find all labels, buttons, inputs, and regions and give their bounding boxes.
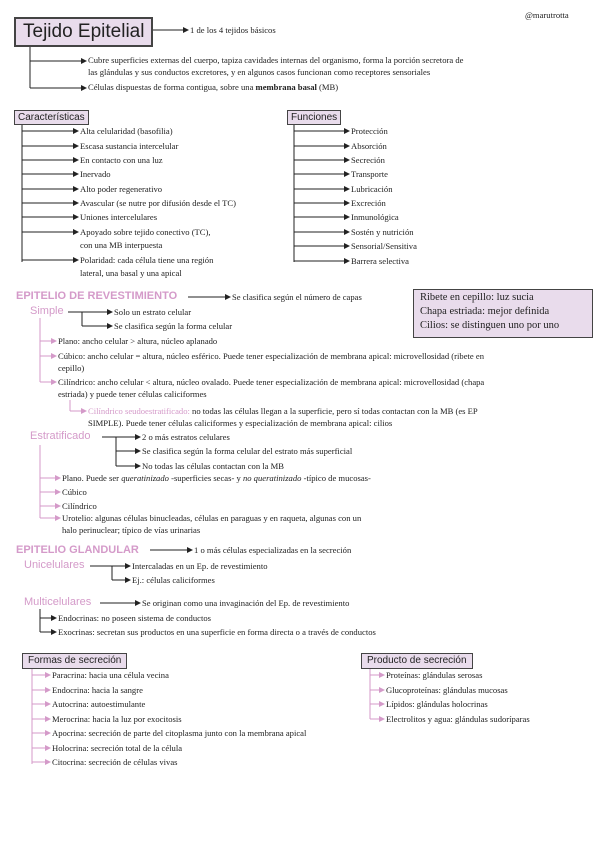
- list-item: Escasa sustancia intercelular: [80, 141, 179, 151]
- list-item: Sensorial/Sensitiva: [351, 241, 417, 251]
- revestimiento-note: Se clasifica según el número de capas: [232, 292, 362, 302]
- intro-line-3: Células dispuestas de forma contigua, sobre una membrana basal (MB): [88, 82, 339, 92]
- estratificado-urotelio: Urotelio: algunas células binucleadas, células en paraguas y en raqueta, algunas con un: [62, 513, 362, 523]
- simple-bullet: Se clasifica según la forma celular: [114, 321, 233, 331]
- title-note: 1 de los 4 tejidos básicos: [190, 25, 276, 35]
- list-item: Transporte: [351, 169, 388, 179]
- intro-line-2: las glándulas y sus conductos excretores, y en algunos casos funcionan como receptores sensoriales: [88, 67, 431, 77]
- list-item: En contacto con una luz: [80, 155, 163, 165]
- simple-cubico: Cúbico: ancho celular = altura, núcleo esférico. Puede tener especialización de membrana apical: microvellosidad (ribete en: [58, 351, 484, 361]
- list-item: Autocrina: autoestimulante: [52, 699, 146, 709]
- multicelulares-endocrinas: Endocrinas: no poseen sistema de conductos: [58, 613, 211, 623]
- list-item: Endocrina: hacia la sangre: [52, 685, 143, 695]
- list-item: Proteínas: glándulas serosas: [386, 670, 483, 680]
- unicelulares-label: Unicelulares: [24, 559, 85, 571]
- simple-cubico-cont: cepillo): [58, 363, 85, 373]
- estratificado-bullet: Se clasifica según la forma celular del estrato más superficial: [142, 446, 353, 456]
- list-item: Holocrina: secreción total de la célula: [52, 743, 183, 753]
- page-title: Tejido Epitelial: [14, 17, 153, 47]
- multicelulares-label: Multicelulares: [24, 596, 92, 608]
- list-item: Lubricación: [351, 184, 393, 194]
- list-item: Protección: [351, 126, 388, 136]
- simple-seudoestratificado-cont: SIMPLE). Puede tener células caliciformes y especialización de membrana apical: cilios: [88, 418, 393, 428]
- multicelulares-exocrinas: Exocrinas: secretan sus productos en una superficie en forma directa o a través de conductos: [58, 627, 376, 637]
- list-item: Apocrina: secreción de parte del citoplasma junto con la membrana apical: [52, 728, 307, 738]
- list-item: Excreción: [351, 198, 386, 208]
- estratificado-urotelio-cont: halo perinuclear; típico de vías urinarias: [62, 525, 201, 535]
- list-item: Paracrina: hacia una célula vecina: [52, 670, 169, 680]
- list-item: Apoyado sobre tejido conectivo (TC),: [80, 227, 211, 237]
- simple-bullet: Solo un estrato celular: [114, 307, 192, 317]
- list-item: Inmunológica: [351, 212, 399, 222]
- list-item: Absorción: [351, 141, 387, 151]
- author-handle: @marutrotta: [525, 10, 569, 20]
- simple-plano: Plano: ancho celular > altura, núcleo aplanado: [58, 336, 218, 346]
- list-item: Alto poder regenerativo: [80, 184, 163, 194]
- formas-header: Formas de secreción: [22, 653, 127, 669]
- estratificado-bullet: 2 o más estratos celulares: [142, 432, 230, 442]
- unicelulares-bullet: Ej.: células caliciformes: [132, 575, 215, 585]
- estratificado-cilindrico: Cilíndrico: [62, 501, 97, 511]
- list-item: Secreción: [351, 155, 385, 165]
- revestimiento-header: EPITELIO DE REVESTIMIENTO: [16, 290, 178, 302]
- legend-line: Ribete en cepillo: luz sucia: [420, 292, 534, 303]
- simple-seudoestratificado: Cilíndrico seudoestratificado: no todas las células llegan a la superficie, pero sí todas contactan con la MB (es EP: [88, 406, 478, 416]
- legend-line: Chapa estriada: mejor definida: [420, 306, 550, 317]
- legend-box: [413, 289, 593, 338]
- intro-line-1: Cubre superficies externas del cuerpo, tapiza cavidades internas del organismo, forma la porción secretora de: [88, 55, 464, 65]
- caracteristicas-header: Características: [14, 110, 89, 125]
- list-item: Electrolitos y agua: glándulas sudoríparas: [386, 714, 530, 724]
- estratificado-plano: Plano. Puede ser queratinizado -superficies secas- y no queratinizado -típico de mucosas-: [62, 473, 371, 483]
- list-item: Citocrina: secreción de células vivas: [52, 757, 178, 767]
- list-item: Uniones intercelulares: [80, 212, 158, 222]
- list-item: Inervado: [80, 169, 111, 179]
- estratificado-label: Estratificado: [30, 430, 91, 442]
- list-item: Merocrina: hacia la luz por exocitosis: [52, 714, 182, 724]
- multicelulares-note: Se originan como una invaginación del Ep. de revestimiento: [142, 598, 350, 608]
- estratificado-bullet: No todas las células contactan con la MB: [142, 461, 284, 471]
- legend-line: Cilios: se distinguen uno por uno: [420, 320, 560, 331]
- simple-cilindrico: Cilíndrico: ancho celular < altura, núcleo ovalado. Puede tener especialización de membrana apical: microvellosidad (chapa: [58, 377, 485, 387]
- simple-cilindrico-cont: estriada) y puede tener células caliciformes: [58, 389, 207, 399]
- list-item: Lípidos: glándulas holocrinas: [386, 699, 488, 709]
- list-item: Glucoproteínas: glándulas mucosas: [386, 685, 508, 695]
- list-item: Alta celularidad (basofilia): [80, 126, 173, 136]
- glandular-note: 1 o más células especializadas en la secreción: [194, 545, 352, 555]
- estratificado-cubico: Cúbico: [62, 487, 87, 497]
- glandular-header: EPITELIO GLANDULAR: [16, 544, 139, 556]
- list-item: con una MB interpuesta: [80, 240, 163, 250]
- simple-label: Simple: [30, 305, 64, 317]
- funciones-header: Funciones: [287, 110, 341, 125]
- producto-header: Producto de secreción: [361, 653, 473, 669]
- list-item: Barrera selectiva: [351, 256, 409, 266]
- list-item: Avascular (se nutre por difusión desde el TC): [80, 198, 236, 208]
- list-item: lateral, una basal y una apical: [80, 268, 182, 278]
- list-item: Sostén y nutrición: [351, 227, 414, 237]
- unicelulares-bullet: Intercaladas en un Ep. de revestimiento: [132, 561, 268, 571]
- list-item: Polaridad: cada célula tiene una región: [80, 255, 214, 265]
